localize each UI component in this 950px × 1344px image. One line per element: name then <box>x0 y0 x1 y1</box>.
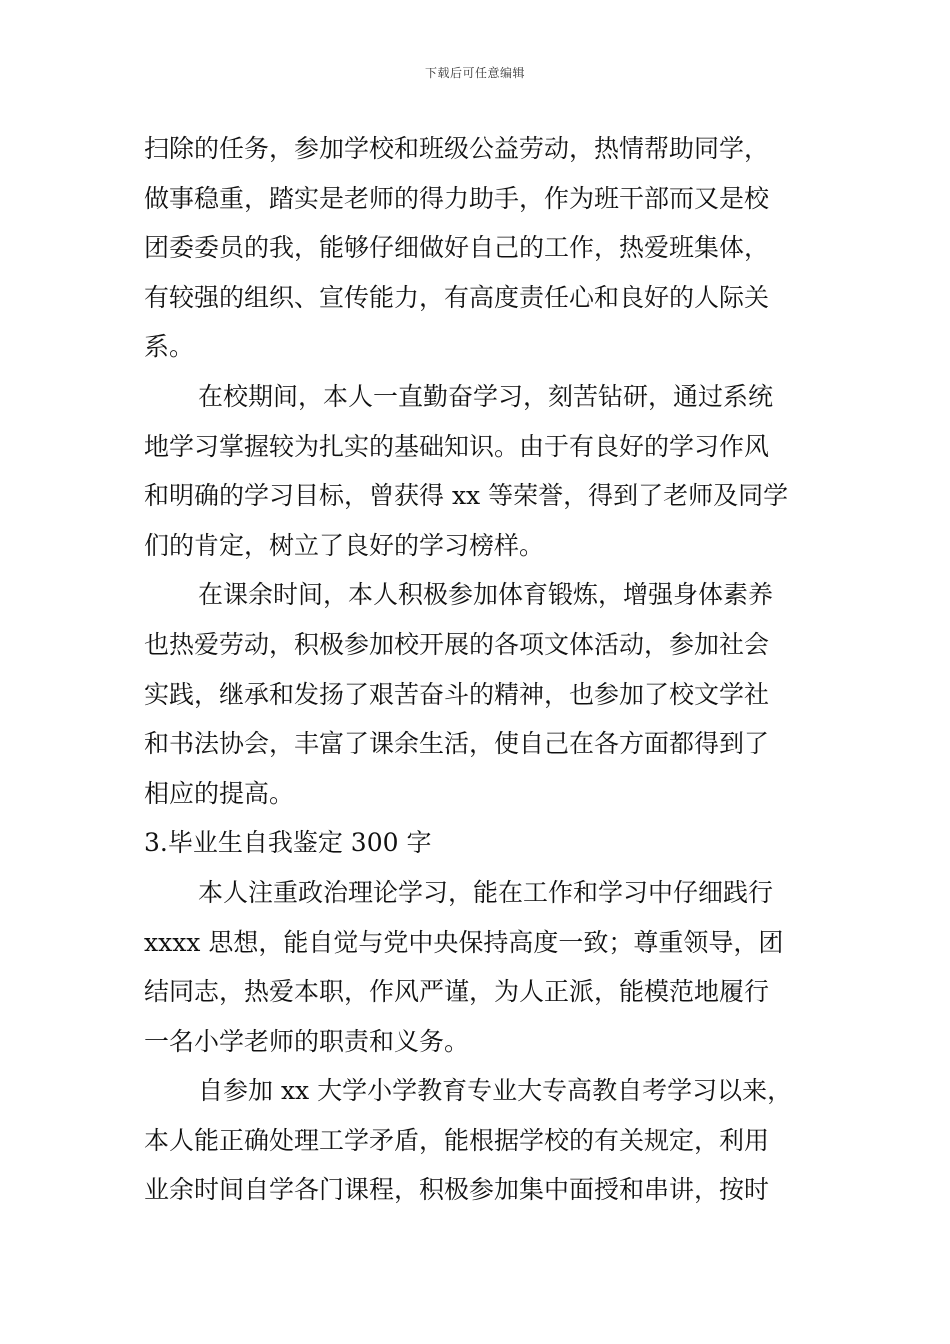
text-line: xxxx 思想，能自觉与党中央保持高度一致；尊重领导，团 <box>144 927 784 957</box>
paragraph-start-line: 本人注重政治理论学习，能在工作和学习中仔细践行 <box>198 877 774 907</box>
text-line: 实践，继承和发扬了艰苦奋斗的精神，也参加了校文学社 <box>144 679 770 709</box>
section-heading: 3.毕业生自我鉴定 300 字 <box>144 828 432 858</box>
document-body <box>144 124 808 1215</box>
text-line: 业余时间自学各门课程，积极参加集中面授和串讲，按时 <box>144 1175 770 1205</box>
text-line: 们的肯定，树立了良好的学习榜样。 <box>144 530 545 560</box>
paragraph-start-line: 在校期间，本人一直勤奋学习，刻苦钻研，通过系统 <box>198 381 774 411</box>
text-line: 扫除的任务，参加学校和班级公益劳动，热情帮助同学， <box>144 134 770 163</box>
text-line: 也热爱劳动，积极参加校开展的各项文体活动，参加社会 <box>144 629 770 659</box>
page-header: 下载后可任意编辑 <box>424 66 525 80</box>
text-line: 做事稳重，踏实是老师的得力助手，作为班干部而又是校 <box>144 183 770 213</box>
text-line: 结同志，热爱本职，作风严谨，为人正派，能模范地履行 <box>144 977 770 1007</box>
text-line: 和明确的学习目标，曾获得 xx 等荣誉，得到了老师及同学 <box>144 481 789 511</box>
paragraph-start-line: 在课余时间，本人积极参加体育锻炼，增强身体素养 <box>198 580 774 610</box>
paragraph-start-line: 自参加 xx 大学小学教育专业大专高教自考学习以来， <box>198 1076 793 1106</box>
text-line: 系。 <box>144 332 195 362</box>
text-line: 地学习掌握较为扎实的基础知识。由于有良好的学习作风 <box>144 431 770 461</box>
text-line: 本人能正确处理工学矛盾，能根据学校的有关规定，利用 <box>144 1125 770 1155</box>
text-line: 有较强的组织、宣传能力，有高度责任心和良好的人际关 <box>144 282 770 312</box>
text-line: 团委委员的我，能够仔细做好自己的工作，热爱班集体， <box>144 233 770 263</box>
text-line: 一名小学老师的职责和义务。 <box>144 1026 470 1056</box>
text-line: 和书法协会，丰富了课余生活，使自己在各方面都得到了 <box>144 729 770 759</box>
text-line: 相应的提高。 <box>144 778 295 808</box>
